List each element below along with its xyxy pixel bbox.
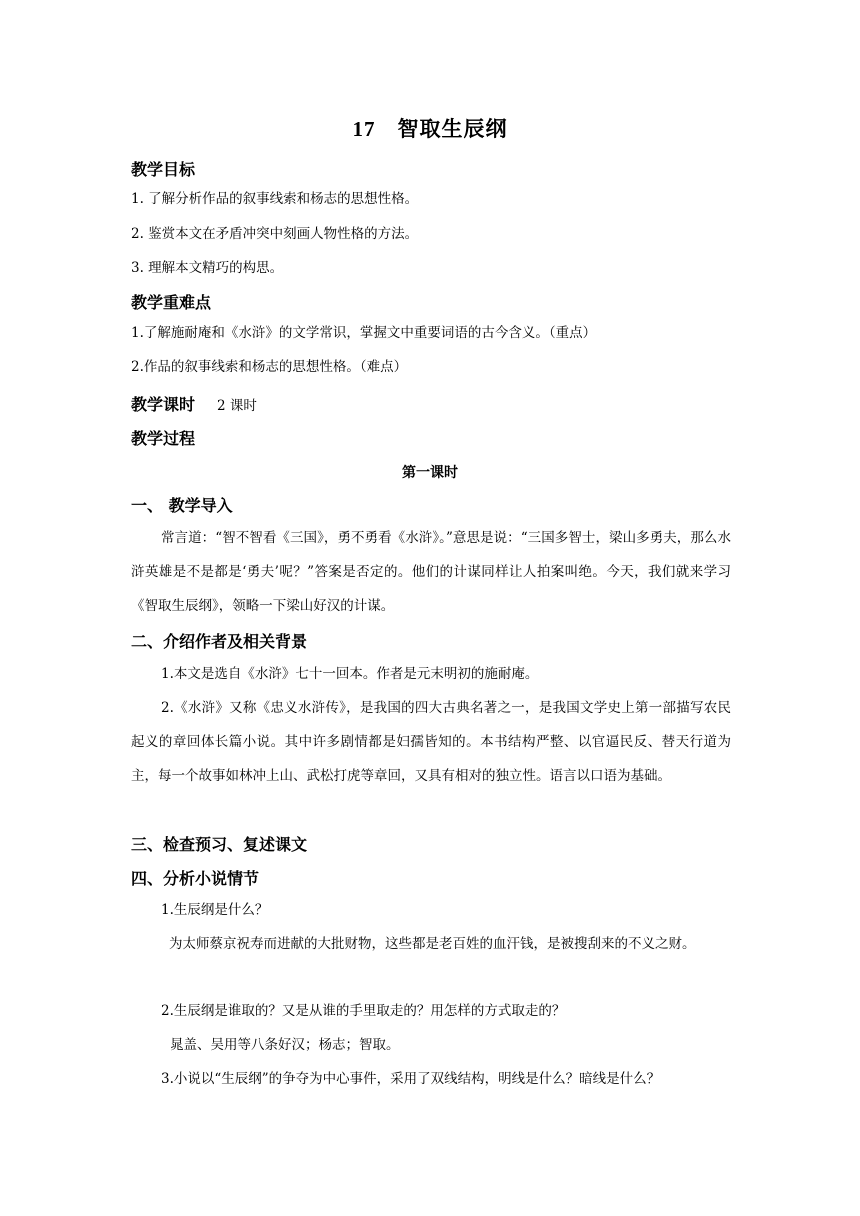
keypoint-item-2: 2.作品的叙事线索和杨志的思想性格。（难点） [131,359,408,375]
answer-1: 为太师蔡京祝寿而进献的大批财物，这些都是老百姓的血汗钱，是被搜刮来的不义之财。 [169,936,696,952]
hours-row [131,392,257,415]
objective-item-3: 3. 理解本文精巧的构思。 [131,260,284,276]
objectives-heading: 教学目标 [131,160,196,179]
section2-heading: 二、介绍作者及相关背景 [131,632,308,651]
section2-item-1: 1.本文是选自《水浒》七十一回本。作者是元末明初的施耐庵。 [161,666,539,682]
question-2: 2.生辰纲是谁取的？又是从谁的手里取走的？用怎样的方式取走的？ [161,1003,566,1019]
hours-label: 教学课时 [131,395,196,414]
section1-paragraph: 常言道：“智不智看《三国》，勇不勇看《水浒》。”意思是说：“三国多智士，梁山多勇夫，那么水浒英雄是不是都是‘勇夫’呢？”答案是否定的。他们的计谋同样让人拍案叫绝。今天，我们就来学习《智取生辰纲》，领略一下梁山好汉的计谋。 [131,530,731,614]
hours-value: 2 课时 [217,398,257,414]
objective-item-2: 2. 鉴赏本文在矛盾冲突中刻画人物性格的方法。 [131,226,419,242]
question-3: 3.小说以“生辰纲”的争夺为中心事件，采用了双线结构，明线是什么？暗线是什么？ [161,1071,661,1087]
lesson-number: 17 [352,117,376,141]
lesson-title: 智取生辰纲 [397,117,508,141]
keypoints-heading: 教学重难点 [131,293,212,312]
question-1: 1.生辰纲是什么？ [161,902,269,918]
section2-item-2: 2.《水浒》又称《忠义水浒传》，是我国的四大古典名著之一，是我国文学史上第一部描写农民起义的章回体长篇小说。其中许多剧情都是妇孺皆知的。本书结构严整、以官逼民反、替天行道为主，每一个故事如林冲上山、武松打虎等章回，又具有相对的独立性。语言以口语为基础。 [131,700,731,784]
process-heading: 教学过程 [131,429,196,448]
keypoint-item-1: 1.了解施耐庵和《水浒》的文学常识，掌握文中重要词语的古今含义。（重点） [131,325,597,341]
section4-heading: 四、分析小说情节 [131,869,260,888]
answer-2: 晁盖、吴用等八条好汉；杨志；智取。 [170,1037,400,1053]
objective-item-1: 1. 了解分析作品的叙事线索和杨志的思想性格。 [131,191,419,207]
section3-heading: 三、检查预习、复述课文 [131,835,308,854]
page-title [0,113,860,143]
lesson1-heading: 第一课时 [402,465,458,481]
section1-heading: 一、 教学导入 [131,496,233,515]
